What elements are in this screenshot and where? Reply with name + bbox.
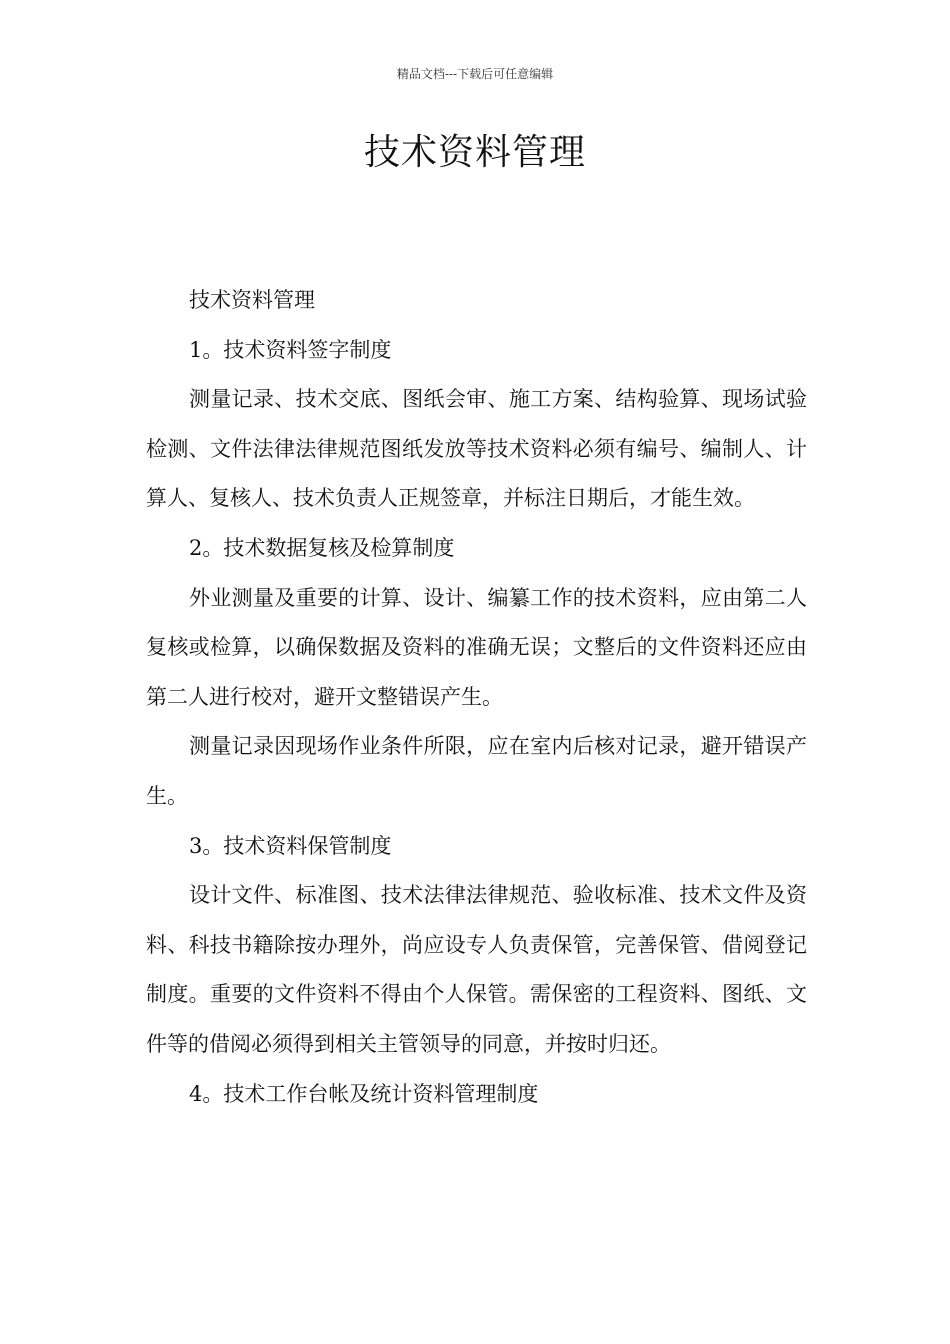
paragraph-item-2-heading: 2。技术数据复核及检算制度 [189, 535, 455, 560]
paragraph-item-1-body: 测量记录、技术交底、图纸会审、施工方案、结构验算、现场试验检测、文件法律法律规范图纸发放等技术资料必须有编号、编制人、计算人、复核人、技术负责人正规签章，并标注日期后，才能生效。 [146, 387, 807, 511]
document-title: 技术资料管理 [363, 132, 586, 173]
paragraph-item-3-body: 设计文件、标准图、技术法律法律规范、验收标准、技术文件及资料、科技书籍除按办理外，尚应设专人负责保管，完善保管、借阅登记制度。重要的文件资料不得由个人保管。需保密的工程资料、图纸、文件等的借阅必须得到相关主管领导的同意，并按时归还。 [146, 883, 807, 1056]
paragraph-item-1-heading: 1。技术资料签字制度 [189, 337, 392, 362]
paragraph-item-4-heading: 4。技术工作台帐及统计资料管理制度 [189, 1081, 539, 1106]
paragraph-section-heading: 技术资料管理 [189, 288, 315, 312]
document-body [146, 276, 807, 1119]
header-note: 精品文档---下载后可任意编辑 [396, 67, 554, 81]
paragraph-item-2-body: 外业测量及重要的计算、设计、编纂工作的技术资料，应由第二人复核或检算，以确保数据及资料的准确无误；文整后的文件资料还应由第二人进行校对，避开文整错误产生。 [146, 585, 807, 709]
paragraph-item-3-heading: 3。技术资料保管制度 [189, 833, 392, 858]
paragraph-item-2-note: 测量记录因现场作业条件所限，应在室内后核对记录，避开错误产生。 [146, 734, 807, 808]
